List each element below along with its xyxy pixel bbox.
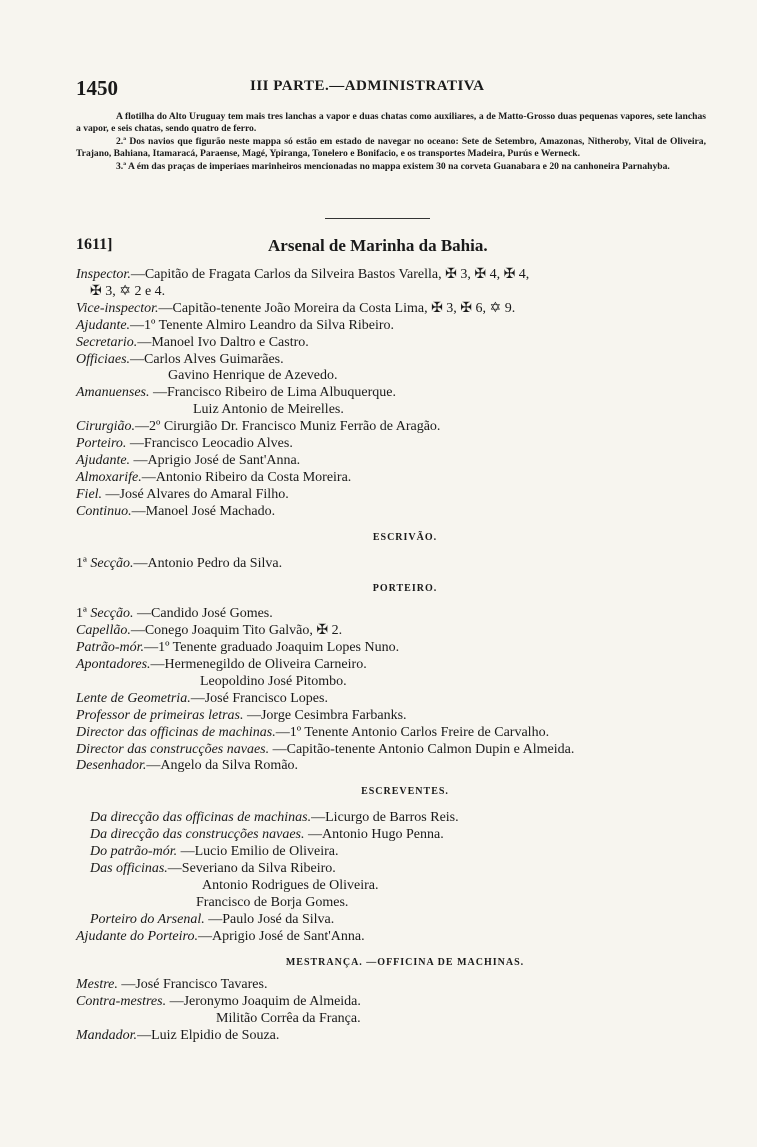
role-label: Ajudante do Porteiro. xyxy=(76,928,198,944)
entry-mestre xyxy=(76,977,716,994)
entry-continuation: Gavino Henrique de Azevedo. xyxy=(168,368,338,384)
entry-director-construccoes xyxy=(76,742,716,759)
entry-officiaes xyxy=(76,352,716,369)
entry-continuo xyxy=(76,504,716,521)
entry-text: —1º Tenente graduado Joaquim Lopes Nuno. xyxy=(144,640,400,656)
entry-escrevente-officinas xyxy=(76,861,716,878)
entry-text: —Conego Joaquim Tito Galvão, ✠ 2. xyxy=(130,623,343,639)
entry-escrevente-construccoes xyxy=(76,827,716,844)
divider-rule xyxy=(325,218,430,219)
entry-apontadores xyxy=(76,657,716,674)
entry-escrevente-patrao xyxy=(76,844,716,861)
heading-escrivao: ESCRIVÃO. xyxy=(372,531,438,543)
entry-inspector xyxy=(76,267,716,284)
role-label: Ajudante. xyxy=(76,317,131,333)
role-label: Apontadores. xyxy=(76,657,151,673)
role-label: Porteiro. xyxy=(76,436,127,452)
role-label: Almoxarife. xyxy=(76,469,142,485)
entry-text: —1º Tenente Antonio Carlos Freire de Carvalho. xyxy=(275,724,550,740)
entry-text: —Capitão-tenente João Moreira da Costa Lima, ✠ 3, ✠ 6, ✡ 9. xyxy=(158,300,516,316)
entry-lente xyxy=(76,691,716,708)
role-label: Porteiro do Arsenal. xyxy=(90,911,205,927)
ordinal: 1ª xyxy=(76,555,91,571)
section-title: Arsenal de Marinha da Bahia. xyxy=(268,236,488,255)
entry-text: —Jeronymo Joaquim de Almeida. xyxy=(166,994,361,1010)
role-label: Patrão-mór. xyxy=(76,640,145,656)
running-head: III PARTE.—ADMINISTRATIVA xyxy=(250,78,485,94)
entry-almoxarife xyxy=(76,470,716,487)
heading-mestranca: MESTRANÇA. —OFFICINA DE MACHINAS. xyxy=(285,956,525,968)
entry-contra-mestres xyxy=(76,994,716,1011)
role-label: Mandador. xyxy=(76,1028,138,1044)
entry-vice-inspector xyxy=(76,301,716,318)
note-1: A flotilha do Alto Uruguay tem mais tres lanchas a vapor e duas chatas como auxiliares, a de Matto-Grosso duas pequenas vapores, sete lanchas a vapor, e seis chatas, sendo quatro de ferro. xyxy=(76,111,706,135)
entry-text: —Antonio Hugo Penna. xyxy=(304,827,444,843)
entry-text: —Lucio Emilio de Oliveira. xyxy=(177,844,339,860)
entry-continuation: ✠ 3, ✡ 2 e 4. xyxy=(90,283,166,299)
entry-text: —José Alvares do Amaral Filho. xyxy=(102,486,289,502)
role-label: Fiel. xyxy=(76,486,103,502)
entry-text: —Manoel José Machado. xyxy=(131,503,276,519)
note-2: 2.ª Dos navios que figurão neste mappa só estão em estado de navegar no oceano: Sete de Setembro, Amazonas, Nitheroby, Vital de Oliveira, Trajano, Bahiana, Itamaracá, Paraense, Magé, Ypiranga, Tonelero e Bonifacio, e os transportes Madeira, Purús e Werneck. xyxy=(76,135,706,160)
entry-continuation: Leopoldino José Pitombo. xyxy=(200,673,347,689)
entry-text: —Angelo da Silva Romão. xyxy=(146,758,299,774)
entry-cirurgiao xyxy=(76,419,716,436)
role-label: Continuo. xyxy=(76,503,132,519)
role-label: Amanuenses. xyxy=(76,385,150,401)
entry-continuation: Luiz Antonio de Meirelles. xyxy=(193,402,344,418)
role-label: Da direcção das officinas de machinas. xyxy=(90,810,312,826)
role-label: Officiaes. xyxy=(76,351,131,367)
entry-text: —Severiano da Silva Ribeiro. xyxy=(167,861,336,876)
role-label: Contra-mestres. xyxy=(76,994,167,1010)
note-3: 3.ª A ém das praças de imperiaes marinheiros mencionadas no mappa existem 30 na corveta Guanabara e 20 na canhoneira Parnahyba. xyxy=(116,160,670,172)
entry-desenhador xyxy=(76,758,716,775)
entry-text: —Licurgo de Barros Reis. xyxy=(311,810,459,826)
heading-porteiro: PORTEIRO. xyxy=(372,583,438,595)
entry-text: —1º Tenente Almiro Leandro da Silva Ribeiro. xyxy=(130,317,395,333)
entry-escrevente-porteiro xyxy=(76,912,716,929)
entry-amanuenses xyxy=(76,385,716,402)
entry-text: —Paulo José da Silva. xyxy=(204,911,335,927)
entry-mandador xyxy=(76,1028,716,1045)
role-label: Inspector. xyxy=(76,267,131,282)
heading-escreventes: ESCREVENTES. xyxy=(361,786,449,798)
entry-text: —Aprigio José de Sant'Anna. xyxy=(130,452,301,468)
role-label: Desenhador. xyxy=(76,758,147,774)
role-label: Do patrão-mór. xyxy=(90,844,178,860)
entry-director-machinas xyxy=(76,725,716,742)
entry-ajudante-2 xyxy=(76,453,716,470)
entry-text: —Francisco Leocadio Alves. xyxy=(126,436,293,452)
entry-ajudante xyxy=(76,318,716,335)
entry-text: —Carlos Alves Guimarães. xyxy=(130,351,284,367)
role-label: Ajudante. xyxy=(76,452,131,468)
role-label: Secção. xyxy=(90,606,134,622)
entry-continuation: Francisco de Borja Gomes. xyxy=(196,894,349,910)
entry-escrevente-machinas xyxy=(76,810,716,827)
role-label: Secretario. xyxy=(76,334,138,350)
entry-text: —José Francisco Tavares. xyxy=(117,977,268,993)
entry-escrevente-ajudante xyxy=(76,929,716,946)
entry-patrao-mor xyxy=(76,640,716,657)
entry-secretario xyxy=(76,335,716,352)
entry-text: —Jorge Cesimbra Farbanks. xyxy=(243,707,407,723)
entry-text: —Capitão-tenente Antonio Calmon Dupin e Almeida. xyxy=(269,741,575,757)
entry-professor xyxy=(76,708,716,725)
entry-text: —Luiz Elpidio de Souza. xyxy=(137,1028,280,1044)
role-label: Capellão. xyxy=(76,623,131,639)
entry-text: —Hermenegildo de Oliveira Carneiro. xyxy=(150,657,367,673)
role-label: Cirurgião. xyxy=(76,419,135,435)
entry-porteiro-seccao xyxy=(76,606,716,623)
entry-continuation: Antonio Rodrigues de Oliveira. xyxy=(202,877,379,893)
entry-continuation: Militão Corrêa da França. xyxy=(216,1011,361,1027)
entry-capellao xyxy=(76,623,716,640)
entry-text: —Francisco Ribeiro de Lima Albuquerque. xyxy=(149,385,396,401)
entry-text: —José Francisco Lopes. xyxy=(190,690,328,706)
footnotes xyxy=(76,111,706,173)
role-label: Vice-inspector. xyxy=(76,300,159,316)
entry-text: —Capitão de Fragata Carlos da Silveira Bastos Varella, ✠ 3, ✠ 4, ✠ 4, xyxy=(130,267,530,282)
page-number: 1450 xyxy=(76,76,118,100)
entry-text: —Manoel Ivo Daltro e Castro. xyxy=(137,334,309,350)
personnel-list xyxy=(76,267,716,1045)
entry-escrivao-seccao xyxy=(76,556,716,573)
entry-text: —Antonio Ribeiro da Costa Moreira. xyxy=(141,469,352,485)
role-label: Secção. xyxy=(90,555,134,571)
role-label: Director das construcções navaes. xyxy=(76,741,270,757)
entry-text: —2º Cirurgião Dr. Francisco Muniz Ferrão de Aragão. xyxy=(135,419,441,435)
role-label: Da direcção das construcções navaes. xyxy=(90,827,305,843)
entry-text: —Antonio Pedro da Silva. xyxy=(133,555,283,571)
role-label: Lente de Geometria. xyxy=(76,690,191,706)
role-label: Mestre. xyxy=(76,977,118,993)
ordinal: 1ª xyxy=(76,606,91,622)
entry-text: —Aprigio José de Sant'Anna. xyxy=(197,928,365,944)
entry-fiel xyxy=(76,487,716,504)
role-label: Das officinas. xyxy=(90,861,168,876)
role-label: Director das officinas de machinas. xyxy=(76,724,276,740)
entry-porteiro xyxy=(76,436,716,453)
section-number: 1611] xyxy=(76,236,113,253)
entry-text: —Candido José Gomes. xyxy=(133,606,273,622)
role-label: Professor de primeiras letras. xyxy=(76,707,244,723)
